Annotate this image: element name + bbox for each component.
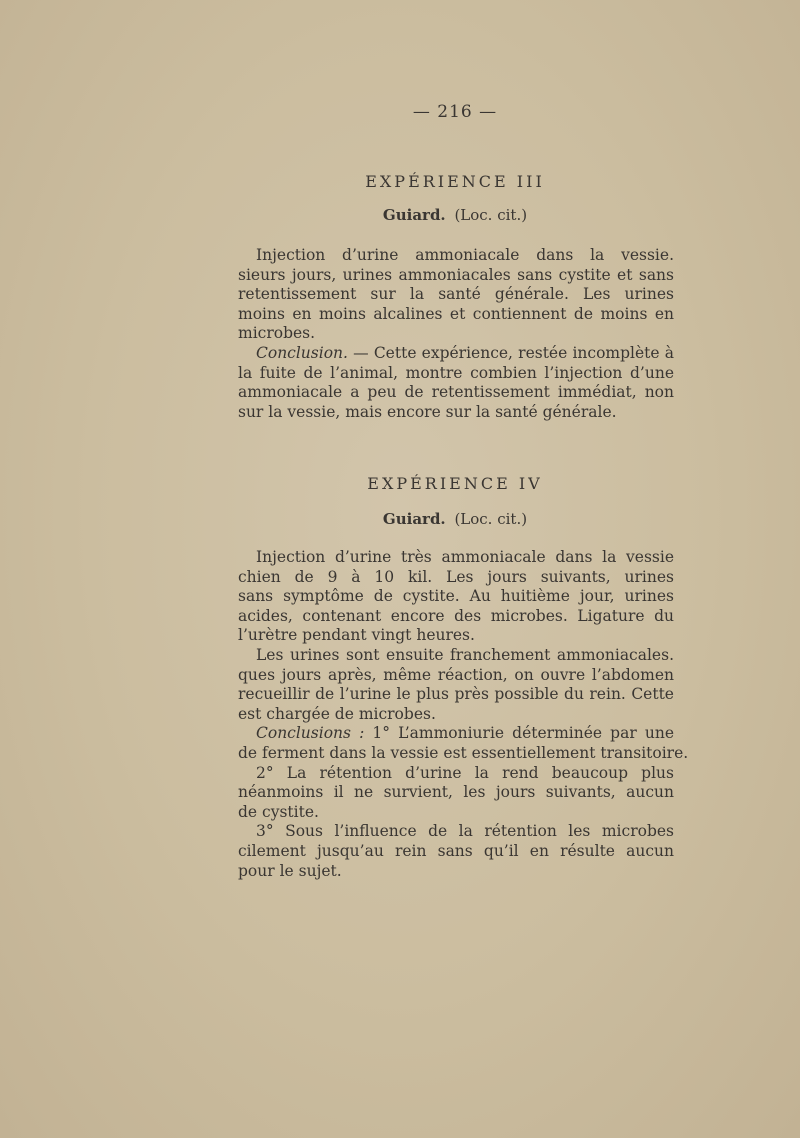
conclusions-label: Conclusions : xyxy=(256,724,365,743)
page-number: — 216 — xyxy=(412,102,498,122)
text-line: sans symptôme de cystite. Au huitième jour, urines xyxy=(238,587,674,606)
text-line: cilement jusqu’au rein sans qu’il en résulte aucun xyxy=(238,841,674,860)
text-line: retentissement sur la santé générale. Les urines xyxy=(238,285,674,304)
text-line: moins en moins alcalines et contiennent de moins en xyxy=(238,304,674,323)
conclusion-label: Conclusion. xyxy=(256,343,348,362)
text-line: néanmoins il ne survient, les jours suivants, aucun xyxy=(238,783,674,802)
experiment-3-title: EXPÉRIENCE III xyxy=(365,172,545,191)
text-line: de cystite. xyxy=(238,802,319,821)
text-line: 3° Sous l’influence de la rétention les microbes xyxy=(256,822,674,841)
experiment-3-body xyxy=(238,246,674,422)
conclusions-line xyxy=(238,724,674,744)
experiment-3-reference xyxy=(0,206,800,224)
experiment-3-citation: (Loc. cit.) xyxy=(454,206,528,224)
text-line: Les urines sont ensuite franchement ammoniacales. xyxy=(256,645,674,664)
text-line: Injection d’urine très ammoniacale dans la vessie xyxy=(256,548,674,566)
experiment-4-reference xyxy=(0,510,800,528)
text-line: ques jours après, même réaction, on ouvre l’abdomen xyxy=(238,665,674,684)
text-line: pour le sujet. xyxy=(238,861,342,880)
text-line: sieurs jours, urines ammoniacales sans cystite et sans xyxy=(238,265,674,284)
text-line: acides, contenant encore des microbes. Ligature du xyxy=(238,606,674,625)
text-line: sur la vessie, mais encore sur la santé générale. xyxy=(238,402,617,421)
text-line: Injection d’urine ammoniacale dans la vessie. xyxy=(256,246,674,264)
text-line: recueillir de l’urine le plus près possible du rein. Cette xyxy=(238,685,674,704)
experiment-4-citation: (Loc. cit.) xyxy=(454,510,528,528)
text-line: l’urètre pendant vingt heures. xyxy=(238,626,475,645)
text-line: ammoniacale a peu de retentissement immédiat, non xyxy=(238,383,674,402)
conclusion-text: — Cette expérience, restée incomplète à xyxy=(353,343,674,362)
experiment-4-author: Guiard. xyxy=(382,510,446,528)
text-line: la fuite de l’animal, montre combien l’injection d’une xyxy=(238,363,674,382)
text-line: 2° La rétention d’urine la rend beaucoup plus xyxy=(256,763,674,782)
text-line: chien de 9 à 10 kil. Les jours suivants, urines xyxy=(238,567,674,586)
experiment-3-author: Guiard. xyxy=(382,206,446,224)
text-line: microbes. xyxy=(238,324,316,343)
experiment-4-body xyxy=(238,548,689,881)
text-line: est chargée de microbes. xyxy=(238,704,436,723)
experiment-4-title: EXPÉRIENCE IV xyxy=(367,474,543,493)
text-line: de ferment dans la vessie est essentiellement transitoire. xyxy=(238,743,689,762)
conclusion-line xyxy=(238,344,674,364)
conclusions-text: 1° L’ammoniurie déterminée par une xyxy=(372,724,674,743)
